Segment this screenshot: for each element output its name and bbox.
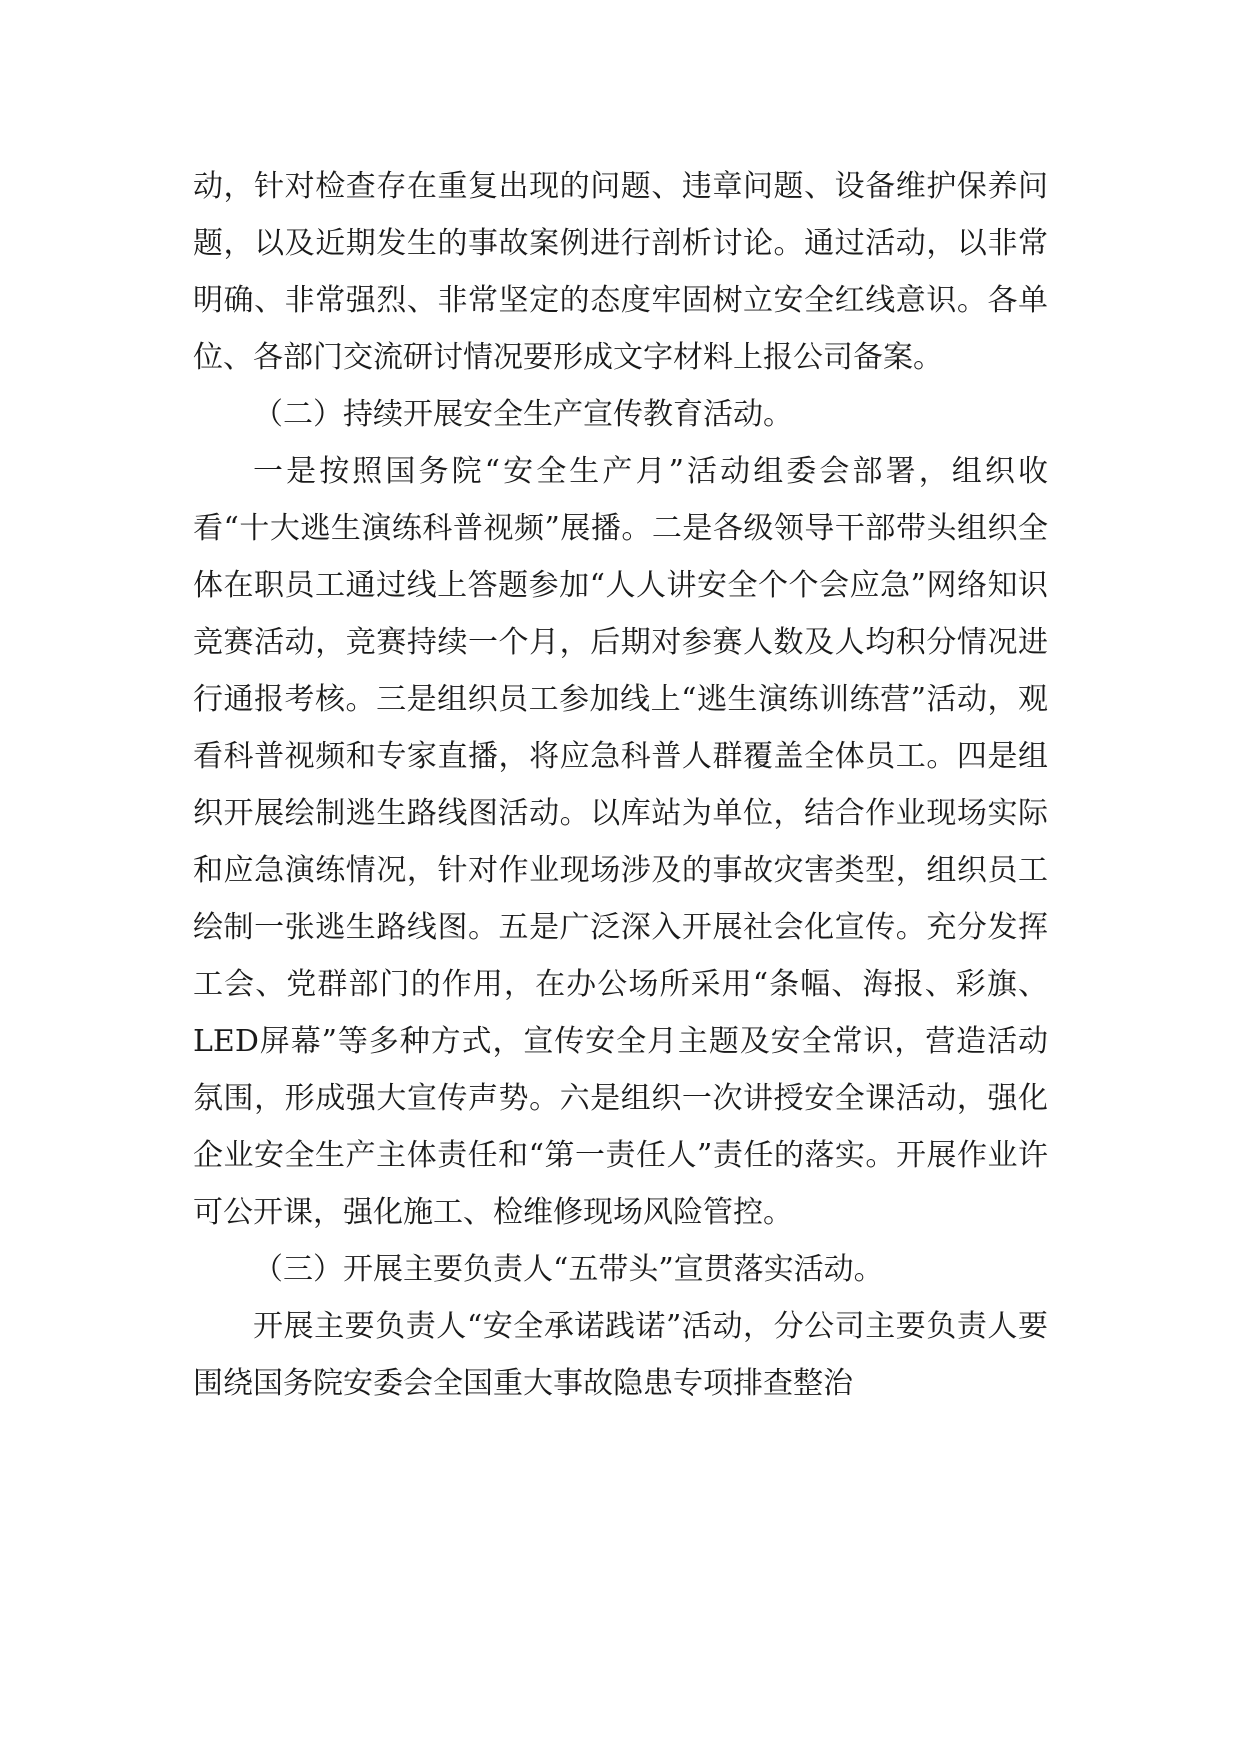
section-heading-3: （三）开展主要负责人“五带头”宣贯落实活动。 <box>253 1252 884 1287</box>
paragraph-continued: 动，针对检查存在重复出现的问题、违章问题、设备维护保养问题，以及近期发生的事故案例进行剖析讨论。通过活动，以非常明确、非常强烈、非常坚定的态度牢固树立安全红线意识。各单位、各部门交流研讨情况要形成文字材料上报公司备案。 <box>193 169 1048 375</box>
document-body <box>193 158 1048 1412</box>
paragraph-publicity-activities: 一是按照国务院“安全生产月”活动组委会部署，组织收看“十大逃生演练科普视频”展播。二是各级领导干部带头组织全体在职员工通过线上答题参加“人人讲安全个个会应急”网络知识竞赛活动，竞赛持续一个月，后期对参赛人数及人均积分情况进行通报考核。三是组织员工参加线上“逃生演练训练营”活动，观看科普视频和专家直播，将应急科普人群覆盖全体员工。四是组织开展绘制逃生路线图活动。以库站为单位，结合作业现场实际和应急演练情况，针对作业现场涉及的事故灾害类型，组织员工绘制一张逃生路线图。五是广泛深入开展社会化宣传。充分发挥工会、党群部门的作用，在办公场所采用“条幅、海报、彩旗、LED屏幕”等多种方式，宣传安全月主题及安全常识，营造活动氛围，形成强大宣传声势。六是组织一次讲授安全课活动，强化企业安全生产主体责任和“第一责任人”责任的落实。开展作业许可公开课，强化施工、检维修现场风险管控。 <box>193 454 1048 1230</box>
paragraph-safety-commitment: 开展主要负责人“安全承诺践诺”活动，分公司主要负责人要围绕国务院安委会全国重大事故隐患专项排查整治 <box>193 1309 1048 1401</box>
section-heading-2: （二）持续开展安全生产宣传教育活动。 <box>253 397 793 432</box>
